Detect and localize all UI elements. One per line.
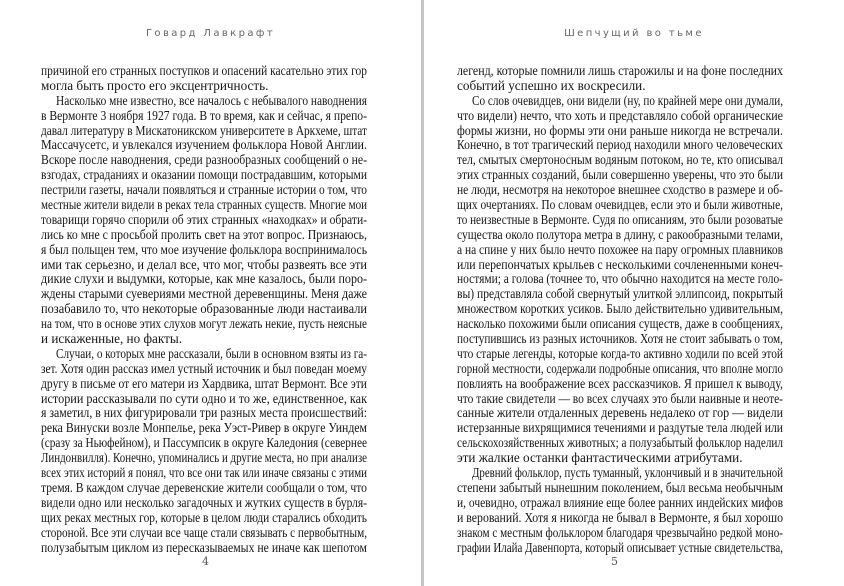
- text-line: ждены старыми суевериями местной деревенщины. Меня даже: [41, 286, 367, 302]
- right-page-text: [457, 64, 783, 555]
- text-line: то неизвестные в Вермонте. Судя по описаниям, это были розоватые: [457, 211, 783, 227]
- right-page: [424, 0, 844, 586]
- text-line: видели одно или несколько загадочных и жутких существ в бурля-: [41, 494, 367, 510]
- text-line: что такие свидетели — во всех случаях это были наивные и неоте-: [457, 390, 783, 406]
- text-line: зет. Хотя один рассказ имел устный источник и был поведан моему: [41, 360, 367, 376]
- text-line: могла быть просто его эксцентричность.: [41, 77, 269, 93]
- text-line: событий успешно их воскресили.: [457, 77, 646, 93]
- text-line: графии Илайа Давенпорта, который описывает устные свидетельства,: [457, 539, 783, 555]
- text-line: взгодах, страданиях и оказании помощи пострадавшим, которыми: [41, 167, 367, 183]
- text-line: и верований. Хотя я никогда не бывал в Вермонте, я был хорошо: [457, 509, 783, 525]
- text-line: что видели) нечто, что хоть и представляло собой органические: [457, 107, 783, 123]
- text-line: поступившись из разных источников. Хотя не стоит забывать о том,: [457, 331, 783, 347]
- text-line: щих реках местных гор, которые в целом люди старались обходить: [41, 509, 367, 525]
- text-line: другу в письме от его матери из Хардвика, штат Вермонт. Все эти: [41, 375, 367, 391]
- text-line: (сразу за Ньюфейном), и Пассумпсик в округе Каледония (севернее: [41, 435, 367, 451]
- text-line: лись ко мне с просьбой пролить свет на этот вопрос. Признаюсь,: [41, 226, 367, 242]
- text-line: Со слов очевидцев, они видели (ну, по крайней мере они думали,: [472, 92, 783, 108]
- text-line: знаком с местным фольклором благодаря чрезвычайно редкой моно-: [457, 524, 783, 540]
- running-head-title: Шепчущий во тьме: [564, 28, 704, 39]
- text-line: тремя. В каждом случае деревенские жители сообщали о том, что: [41, 479, 367, 495]
- text-line: дикие слухи и выдумки, которые, как мне казалось, были поро-: [41, 271, 367, 287]
- text-line: причиной его странных поступков и опасений касательно этих гор: [41, 63, 367, 78]
- text-line: или перепончатых крыльев с несколькими сочлененными конеч-: [457, 256, 783, 272]
- text-line: пестрили газеты, начали появляться и странные истории о том, что: [41, 182, 367, 198]
- text-line: ностями; а голова (точнее то, что обычно находится на месте голо-: [457, 271, 783, 287]
- text-line: и искаженные, но факты.: [41, 331, 183, 347]
- text-line: что старые легенды, которые когда-то активно ходили по всей этой: [457, 345, 783, 361]
- text-line: насколько похожими были описания существ, даже в сообщениях,: [457, 316, 783, 332]
- page-number-right: 5: [611, 555, 618, 568]
- text-line: вы) представляла собой свернутый улиткой эллипсоид, покрытый: [457, 286, 783, 302]
- text-line: Насколько мне известно, все началось с небывалого наводнения: [56, 92, 367, 108]
- text-line: я был польщен тем, что мое изучение фольклора воспринималось: [41, 241, 367, 257]
- text-line: истерзанные вихрящимися течениями и раздутые тела людей или: [457, 420, 783, 436]
- text-line: стороной. Все эти случаи все чаще стали связывать с первобытным,: [41, 524, 367, 540]
- text-line: товарищи горячо спорили об этих странных «находках» и обрати-: [41, 211, 367, 227]
- text-line: а на спине у них было нечто похожее на пару огромных плавников: [457, 241, 783, 257]
- text-line: множеством коротких усиков. Было действительно удивительным,: [457, 301, 783, 317]
- text-line: сельскохозяйственных животных; а полузабытый фольклор наделил: [457, 435, 783, 451]
- text-line: степени забытый нынешним поколением, был весьма необычным: [457, 479, 783, 495]
- text-line: существа около полутора метра в длину, с ракообразными телами,: [457, 226, 783, 242]
- text-line: позабавило то, что некоторые образованные люди настаивали: [41, 301, 367, 317]
- text-line: в Вермонте 3 ноября 1927 года. В то время, как и сейчас, я препо-: [41, 107, 367, 123]
- text-line: тел, смытых смертоносным водяным потоком, но те, кто описывал: [457, 152, 783, 168]
- text-line: щих очертаниях. По словам очевидцев, если это и были животные,: [457, 197, 783, 213]
- text-line: не люди, несмотря на некоторое внешнее сходство в размере и об-: [457, 182, 783, 198]
- left-page: [0, 0, 421, 586]
- text-line: на том, что в основе этих слухов могут лежать некие, пусть неясные: [41, 316, 367, 332]
- text-line: истории рассказывали по сути одно и то же, единственное, как: [41, 390, 367, 406]
- left-page-text: [41, 64, 367, 555]
- text-line: полузабытым циклом из пересказываемых не иначе как шепотом: [41, 539, 367, 555]
- text-line: Линдонвилля). Конечно, упоминались и другие места, но при анализе: [41, 450, 367, 466]
- text-line: санные жители отдаленных деревень недалеко от гор — видели: [457, 405, 783, 421]
- text-line: Конечно, в тот трагический период находили много человеческих: [457, 137, 783, 153]
- text-line: эти жалкие останки фантастическими атрибутами.: [457, 450, 743, 466]
- text-line: формы жизни, но формы эти они раньше никогда не встречали.: [457, 122, 783, 138]
- text-line: всех этих историй я понял, что все они так или иначе связаны с этими: [41, 465, 367, 481]
- text-line: и, очевидно, отражал влияние еще более ранних индейских мифов: [457, 494, 783, 510]
- text-line: горной местности, содержали подробные описания, что вполне могло: [457, 360, 783, 376]
- text-line: повлиять на воображение всех рассказчиков. Я пришел к выводу,: [457, 375, 783, 391]
- running-head-author: Говард Лавкрафт: [145, 28, 276, 39]
- text-line: Случаи, о которых мне рассказали, были в основном взяты из га-: [56, 345, 367, 361]
- text-line: Вскоре после наводнения, среди разнообразных сообщений о не-: [41, 152, 367, 168]
- text-line: Древний фольклор, пусть туманный, уклончивый и в значительной: [472, 465, 783, 481]
- text-line: я заметил, в них фигурировали три разных места происшествий:: [41, 405, 367, 421]
- page-number-left: 4: [202, 555, 209, 568]
- text-line: река Винуски возле Монпелье, река Уэст-Ривер в округе Уиндем: [41, 420, 367, 436]
- text-line: давал литературу в Мискатоникском университете в Аркхеме, штат: [41, 122, 367, 138]
- text-line: Массачусетс, и увлекался изучением фольклора Новой Англии.: [41, 137, 367, 153]
- text-line: местные жители видели в реках тела странных существ. Многие мои: [41, 197, 367, 213]
- text-line: ими так серьезно, и делал все, что мог, чтобы развеять все эти: [41, 256, 367, 272]
- text-line: этих странных созданий, были совершенно уверены, что это были: [457, 167, 783, 183]
- text-line: легенд, которые помнили лишь старожилы и на фоне последних: [457, 63, 783, 78]
